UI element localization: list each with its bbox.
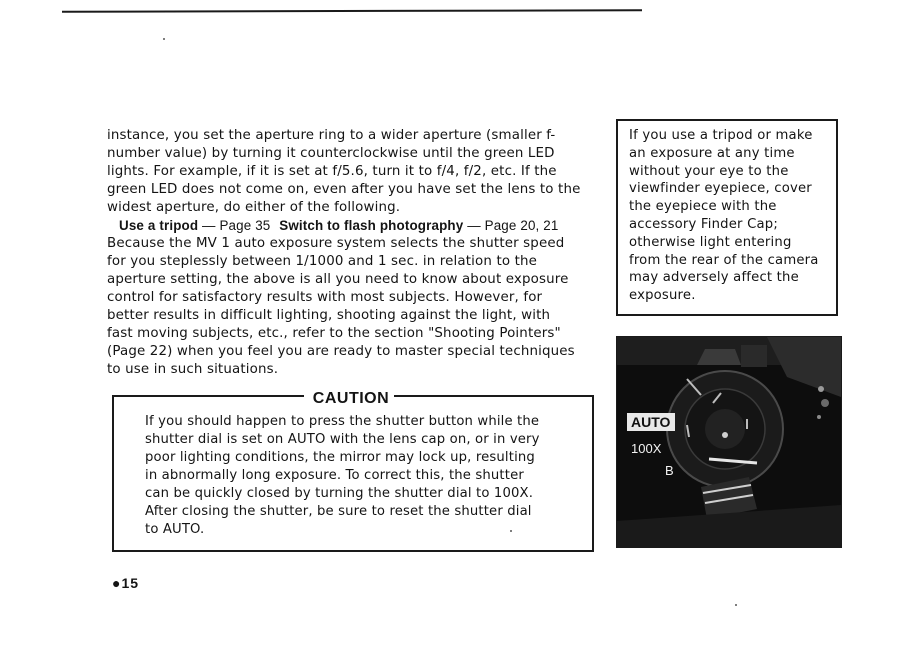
main-line: number value) by turning it counterclockwise until the green LED (107, 145, 555, 161)
side-note-line: exposure. (629, 288, 696, 304)
main-line: to use in such situations. (107, 361, 279, 377)
caution-rule-left (112, 395, 304, 397)
scan-speck (510, 530, 512, 532)
camera-dial-illustration (617, 337, 841, 547)
tripod-page-ref: — Page 35 (198, 217, 271, 233)
caution-line: shutter dial is set on AUTO with the lens cap on, or in very (145, 432, 540, 447)
caution-title: CAUTION (312, 390, 390, 407)
side-note-line: an exposure at any time (629, 145, 795, 161)
side-note-line: without your eye to the (629, 163, 789, 179)
side-note-line: accessory Finder Cap; (629, 216, 778, 232)
side-note-line: the eyepiece with the (629, 199, 777, 215)
caution-line: If you should happen to press the shutter button while the (145, 414, 540, 429)
scan-speck (735, 604, 737, 606)
side-note-text (629, 127, 829, 305)
main-line: (Page 22) when you feel you are ready to master special techniques (107, 343, 575, 359)
side-note-line: viewfinder eyepiece, cover (629, 181, 812, 197)
caution-rule-right (394, 395, 592, 397)
main-line: Because the MV 1 auto exposure system selects the shutter speed (107, 236, 565, 252)
dial-100x-label: 100X (631, 441, 662, 456)
side-note-line: otherwise light entering (629, 234, 792, 250)
caution-line: After closing the shutter, be sure to reset the shutter dial (145, 504, 532, 519)
main-line: better results in difficult lighting, shooting against the light, with (107, 308, 551, 324)
caution-line: in abnormally long exposure. To correct this, the shutter (145, 468, 524, 483)
scan-speck (163, 38, 165, 40)
caution-text (145, 413, 565, 539)
camera-dial-photo (616, 336, 842, 548)
tripod-option: Use a tripod (119, 217, 199, 233)
dial-b-label: B (665, 463, 674, 478)
main-text (107, 127, 592, 379)
main-line: lights. For example, if it is set at f/5.6, turn it to f/4, f/2, etc. If the (107, 163, 557, 179)
main-line: widest aperture, do either of the following. (107, 199, 401, 215)
dial-auto-label: AUTO (631, 414, 671, 430)
options-line (107, 217, 592, 236)
main-line: aperture setting, the above is all you need to know about exposure (107, 272, 569, 288)
caution-line: to AUTO. (145, 522, 205, 537)
main-line: for you steplessly between 1/1000 and 1 sec. in relation to the (107, 254, 538, 270)
flash-page-ref: — Page 20, 21 (463, 217, 559, 233)
side-note-line: If you use a tripod or make (629, 128, 813, 143)
flash-option: Switch to flash photography (279, 217, 464, 233)
caution-line: can be quickly closed by turning the shutter dial to 100X. (145, 486, 534, 501)
caution-line: poor lighting conditions, the mirror may lock up, resulting (145, 450, 535, 465)
main-line: green LED does not come on, even after you have set the lens to the (107, 181, 581, 197)
main-line: fast moving subjects, etc., refer to the section "Shooting Pointers" (107, 325, 561, 341)
side-note-line: from the rear of the camera (629, 252, 819, 268)
top-rule (62, 9, 642, 13)
page-number: ●15 (112, 575, 140, 591)
main-line: control for satisfactory results with most subjects. However, for (107, 290, 543, 306)
side-note-line: may adversely affect the (629, 270, 799, 286)
main-line: instance, you set the aperture ring to a wider aperture (smaller f- (107, 128, 556, 143)
